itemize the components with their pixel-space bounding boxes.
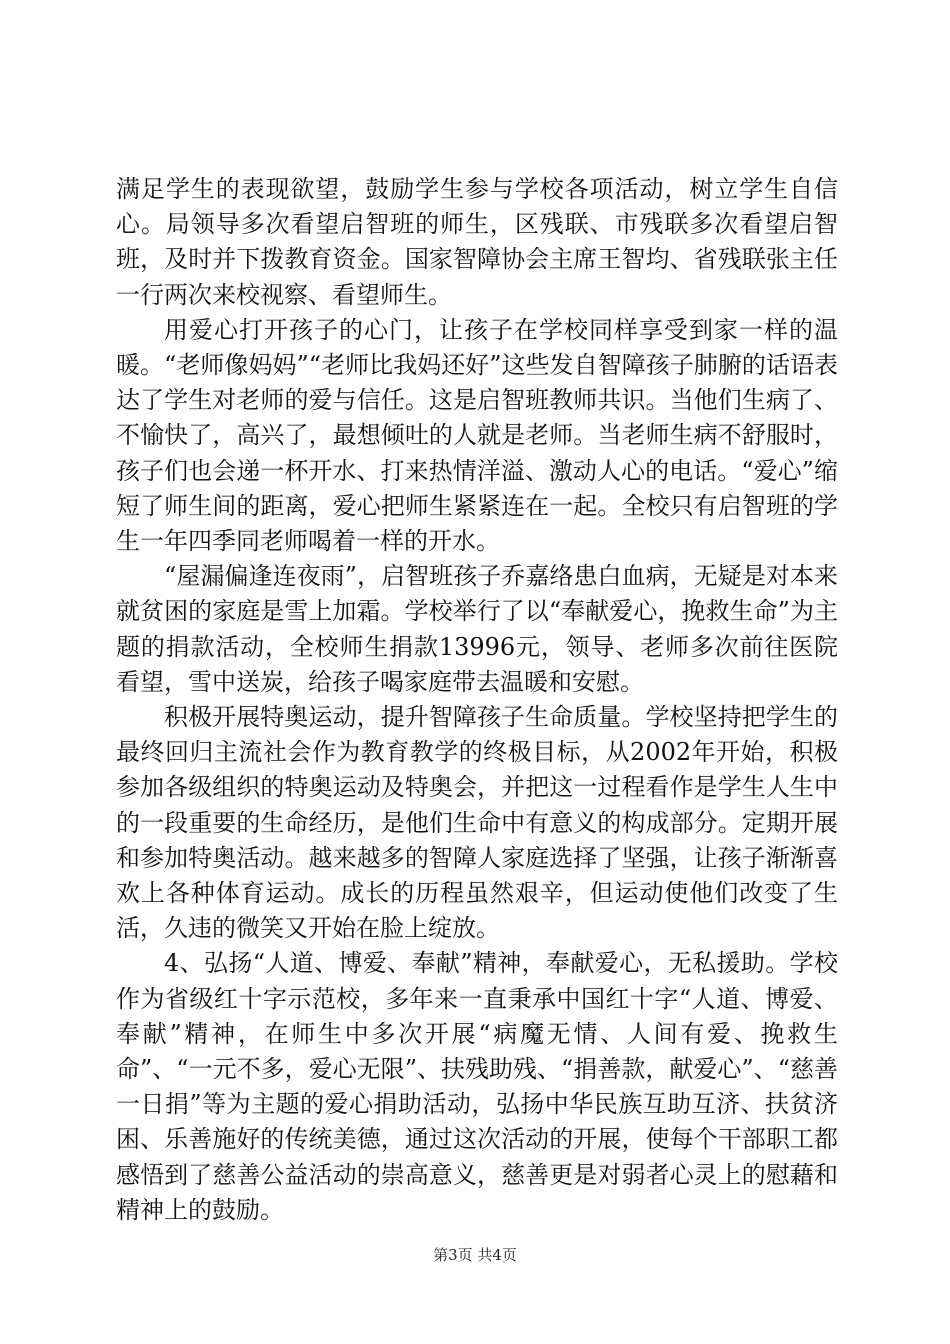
page-number-footer: 第3页 共4页 [433,1246,517,1264]
paragraph-4: 积极开展特奥运动，提升智障孩子生命质量。学校坚持把学生的最终回归主流社会作为教育教学的终极目标，从2002年开始，积极参加各级组织的特奥运动及特奥会，并把这一过程看作是学生人生中的一段重要的生命经历，是他们生命中有意义的构成部分。定期开展和参加特奥活动。越来越多的智障人家庭选择了坚强，让孩子渐渐喜欢上各种体育运动。成长的历程虽然艰辛，但运动使他们改变了生活，久违的微笑又开始在脸上绽放。 [116,703,838,943]
document-body [116,172,838,1228]
paragraph-3: “屋漏偏逢连夜雨”，启智班孩子乔嘉络患白血病，无疑是对本来就贫困的家庭是雪上加霜。学校举行了以“奉献爱心，挽救生命”为主题的捐款活动，全校师生捐款13996元，领导、老师多次前往医院看望，雪中送炭，给孩子喝家庭带去温暖和安慰。 [116,562,838,696]
paragraph-2: 用爱心打开孩子的心门，让孩子在学校同样享受到家一样的温暖。“老师像妈妈”“老师比我妈还好”这些发自智障孩子肺腑的话语表达了学生对老师的爱与信任。这是启智班教师共识。当他们生病了、不愉快了，高兴了，最想倾吐的人就是老师。当老师生病不舒服时，孩子们也会递一杯开水、打来热情洋溢、激动人心的电话。“爱心”缩短了师生间的距离，爱心把师生紧紧连在一起。全校只有启智班的学生一年四季同老师喝着一样的开水。 [116,315,838,556]
paragraph-5: 4、弘扬“人道、博爱、奉献”精神，奉献爱心，无私援助。学校作为省级红十字示范校，多年来一直秉承中国红十字“人道、博爱、奉献”精神，在师生中多次开展“病魔无情、人间有爱、挽救生命”、“一元不多，爱心无限”、扶残助残、“捐善款，献爱心”、“慈善一日捐”等为主题的爱心捐助活动，弘扬中华民族互助互济、扶贫济困、乐善施好的传统美德，通过这次活动的开展，使每个干部职工都感悟到了慈善公益活动的崇高意义，慈善更是对弱者心灵上的慰藉和精神上的鼓励。 [116,949,838,1224]
paragraph-1: 满足学生的表现欲望，鼓励学生参与学校各项活动，树立学生自信心。局领导多次看望启智班的师生，区残联、市残联多次看望启智班，及时并下拨教育资金。国家智障协会主席王智均、省残联张主任一行两次来校视察、看望师生。 [116,175,838,309]
